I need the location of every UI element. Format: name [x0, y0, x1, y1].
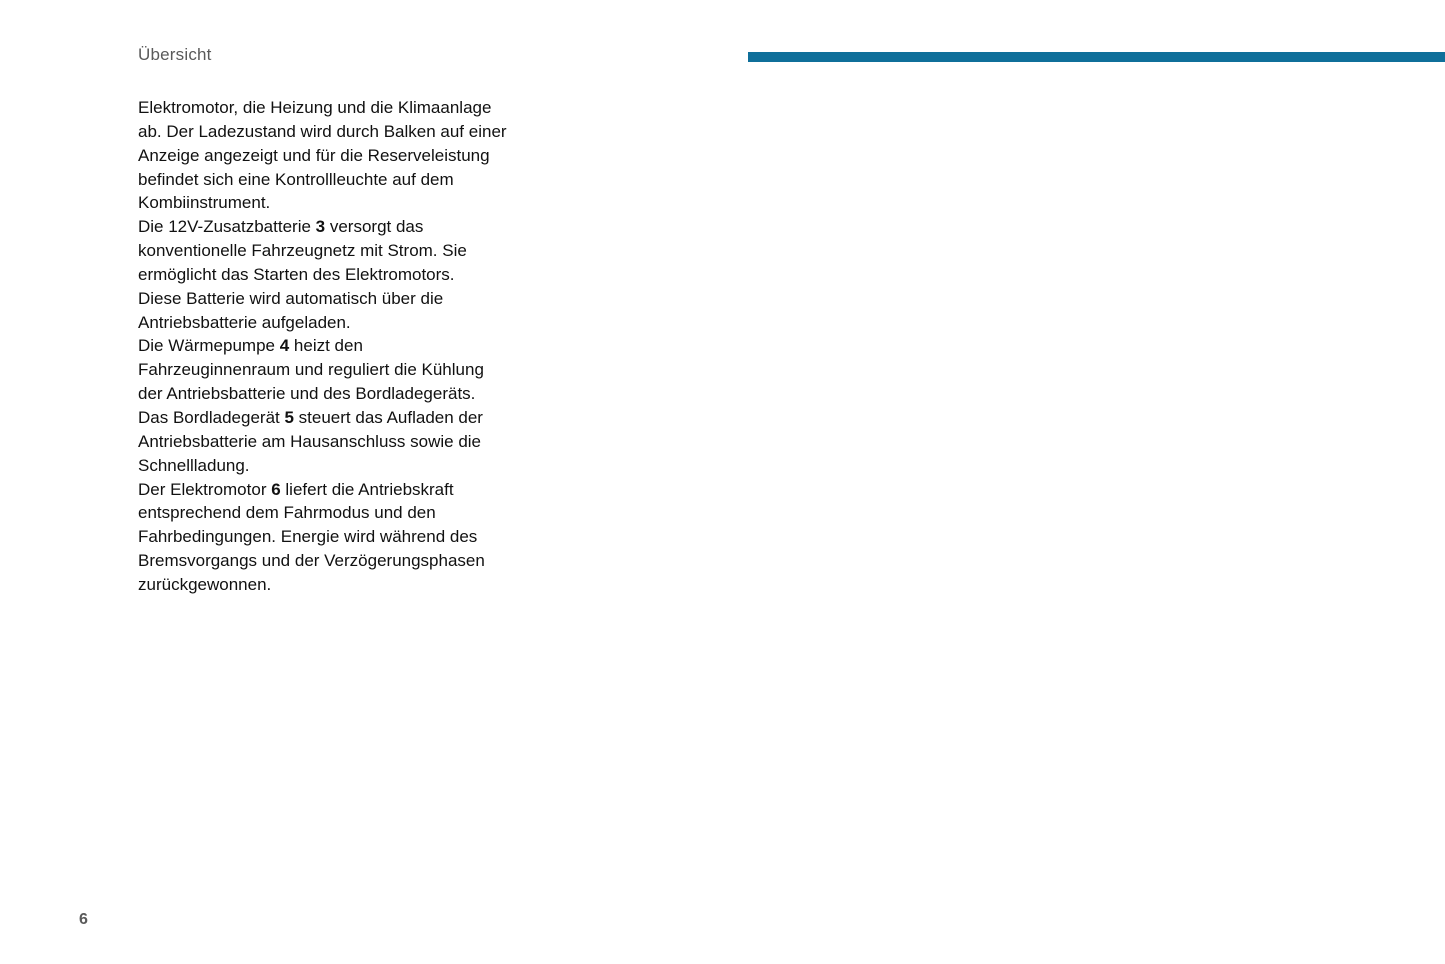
text-segment: heizt den: [289, 336, 363, 356]
component-number: 4: [279, 336, 290, 356]
text-line: [138, 96, 538, 120]
text-line: [138, 287, 538, 311]
text-line: [138, 215, 538, 239]
text-line: [138, 191, 538, 215]
text-segment: Bremsvorgangs und der Verzögerungsphasen: [138, 551, 485, 571]
text-line: [138, 549, 538, 573]
text-line: [138, 382, 538, 406]
text-line: [138, 406, 538, 430]
text-segment: Schnellladung.: [138, 455, 250, 475]
component-number: 6: [271, 479, 281, 499]
text-line: [138, 311, 538, 335]
text-segment: Antriebsbatterie aufgeladen.: [138, 312, 351, 332]
text-segment: Elektromotor, die Heizung und die Klimaanlage: [138, 98, 492, 117]
text-segment: entsprechend dem Fahrmodus und den: [138, 503, 436, 523]
text-line: [138, 120, 538, 144]
text-segment: Fahrzeuginnenraum und reguliert die Kühlung: [138, 360, 484, 380]
text-segment: Der Elektromotor: [138, 479, 272, 499]
text-line: [138, 430, 538, 454]
text-line: [138, 478, 538, 502]
text-line: [138, 144, 538, 168]
text-line: [138, 358, 538, 382]
text-segment: Das Bordladegerät: [138, 407, 285, 427]
text-segment: Fahrbedingungen. Energie wird während des: [138, 527, 478, 547]
header-accent-bar: [748, 52, 1445, 62]
text-line: [138, 525, 538, 549]
text-segment: Diese Batterie wird automatisch über die: [138, 288, 444, 308]
text-line: [138, 168, 538, 192]
text-segment: zurückgewonnen.: [138, 574, 272, 594]
text-line: [138, 454, 538, 478]
body-text: [138, 96, 538, 597]
text-line: [138, 573, 538, 597]
text-segment: liefert die Antriebskraft: [280, 479, 454, 499]
component-number: 3: [315, 217, 326, 237]
text-line: [138, 239, 538, 263]
text-segment: konventionelle Fahrzeugnetz mit Strom. Sie: [138, 241, 467, 261]
text-line: [138, 263, 538, 287]
text-line: [138, 501, 538, 525]
text-line: [138, 334, 538, 358]
text-segment: der Antriebsbatterie und des Bordladegeräts.: [138, 384, 476, 404]
text-segment: befindet sich eine Kontrollleuchte auf dem: [138, 169, 454, 189]
text-segment: Die Wärmepumpe: [138, 336, 280, 356]
section-title: Übersicht: [138, 45, 212, 64]
text-segment: versorgt das: [325, 217, 424, 237]
text-segment: Kombiinstrument.: [138, 193, 271, 213]
text-segment: Anzeige angezeigt und für die Reserveleistung: [138, 145, 490, 165]
page-number: 6: [79, 911, 88, 928]
text-segment: Antriebsbatterie am Hausanschluss sowie die: [138, 431, 482, 451]
component-number: 5: [284, 407, 294, 427]
text-segment: steuert das Aufladen der: [293, 407, 483, 427]
text-segment: Die 12V-Zusatzbatterie: [138, 217, 316, 237]
text-segment: ab. Der Ladezustand wird durch Balken auf einer: [138, 121, 507, 141]
text-segment: ermöglicht das Starten des Elektromotors.: [138, 264, 455, 284]
